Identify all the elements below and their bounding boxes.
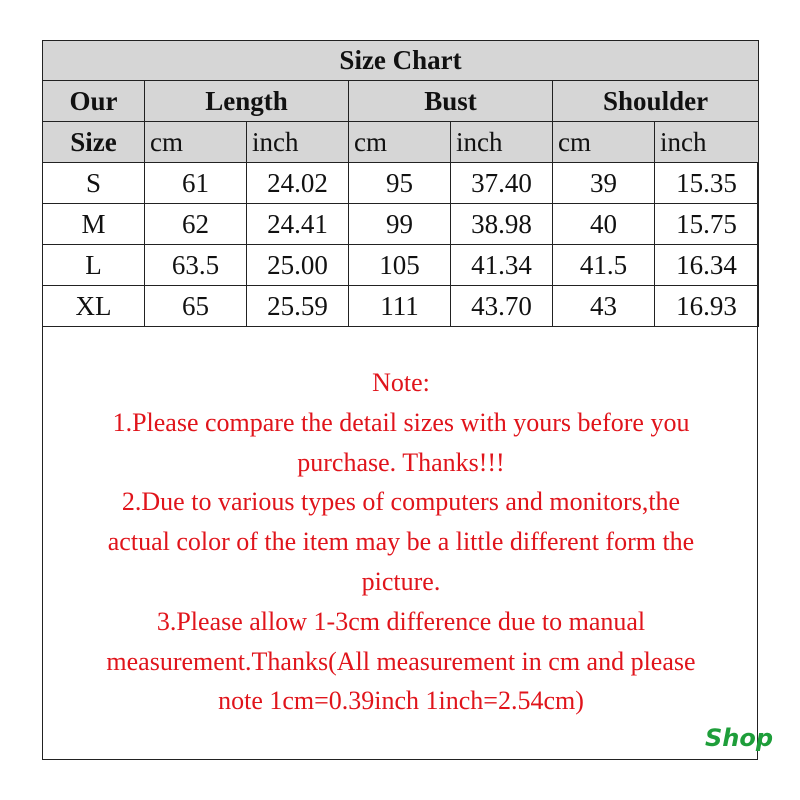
note-block [43,363,759,721]
value-cell: 25.00 [247,245,349,286]
size-header [43,81,145,122]
size-cell: S [43,163,145,204]
unit-header-row [43,122,759,163]
value-cell: 43.70 [451,286,553,327]
unit-header: cm [553,122,655,163]
value-cell: 63.5 [145,245,247,286]
unit-header: inch [247,122,349,163]
note-line: picture. [361,566,441,596]
size-cell: L [43,245,145,286]
title-row [43,41,759,81]
value-cell: 99 [349,204,451,245]
value-cell: 16.93 [655,286,759,327]
value-cell: 25.59 [247,286,349,327]
shop-watermark: Shop [705,724,774,752]
note-line: 3.Please allow 1-3cm difference due to manual [156,606,646,636]
note-line: note 1cm=0.39inch 1inch=2.54cm) [218,686,584,716]
group-header-row [43,81,759,122]
value-cell: 40 [553,204,655,245]
value-cell: 39 [553,163,655,204]
note-line: 2.Due to various types of computers and monitors,the [121,487,681,517]
size-chart-sheet [42,40,758,760]
table-row [43,204,759,245]
table-row [43,163,759,204]
length-header: Length [145,81,349,122]
chart-title: Size Chart [43,41,759,81]
value-cell: 24.02 [247,163,349,204]
size-header-line1: Our [69,85,118,116]
note-line: 1.Please compare the detail sizes with yours before you [112,407,690,437]
note-line: actual color of the item may be a little different form the [107,527,695,557]
unit-header: inch [451,122,553,163]
note-line: measurement.Thanks(All measurement in cm and please [106,646,696,676]
table-row [43,286,759,327]
value-cell: 95 [349,163,451,204]
value-cell: 105 [349,245,451,286]
unit-header: cm [349,122,451,163]
value-cell: 15.35 [655,163,759,204]
size-cell: XL [43,286,145,327]
value-cell: 15.75 [655,204,759,245]
value-cell: 62 [145,204,247,245]
value-cell: 111 [349,286,451,327]
unit-header: cm [145,122,247,163]
table-row [43,245,759,286]
value-cell: 41.5 [553,245,655,286]
note-line: purchase. Thanks!!! [297,447,505,477]
value-cell: 38.98 [451,204,553,245]
value-cell: 61 [145,163,247,204]
value-cell: 24.41 [247,204,349,245]
shoulder-header: Shoulder [553,81,759,122]
value-cell: 37.40 [451,163,553,204]
value-cell: 43 [553,286,655,327]
size-header-line2: Size [43,122,145,163]
size-cell: M [43,204,145,245]
unit-header: inch [655,122,759,163]
value-cell: 41.34 [451,245,553,286]
value-cell: 65 [145,286,247,327]
size-table [42,40,759,327]
note-heading: Note: [372,368,430,397]
value-cell: 16.34 [655,245,759,286]
bust-header: Bust [349,81,553,122]
